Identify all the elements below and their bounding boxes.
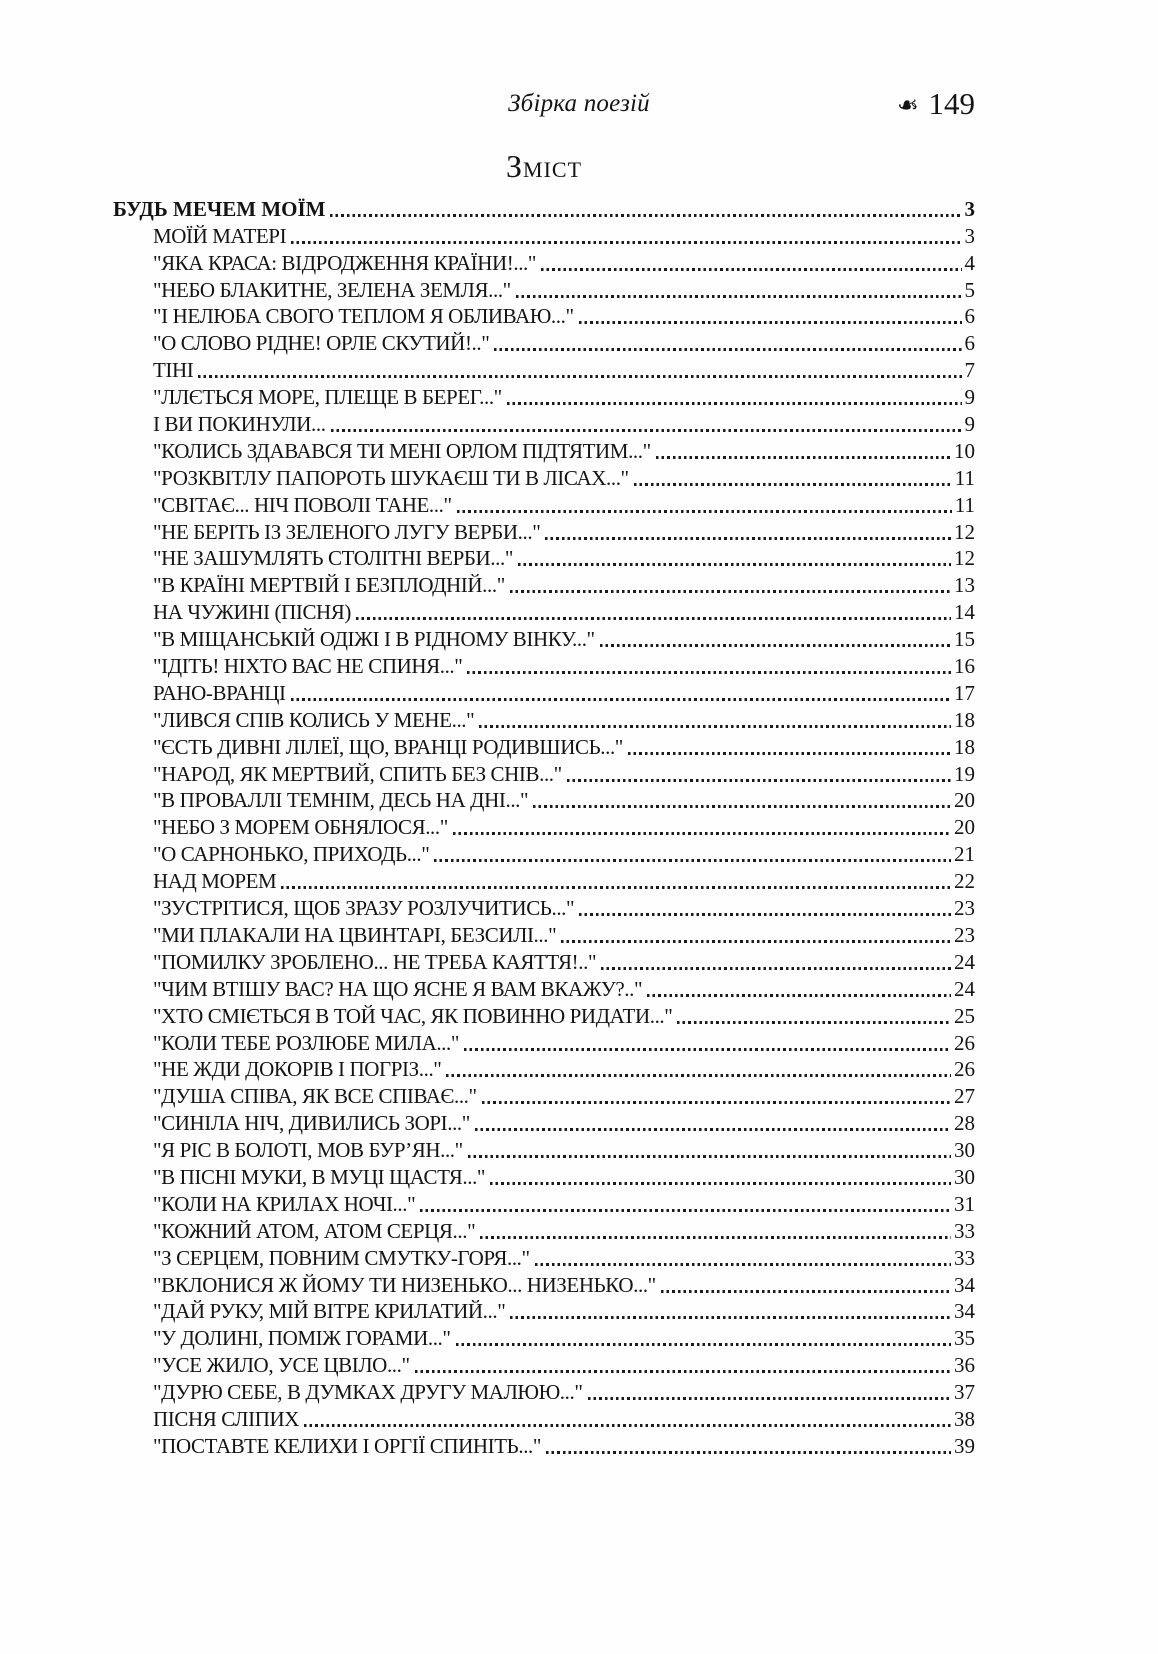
dot-leader xyxy=(533,805,951,808)
dot-leader xyxy=(545,537,951,540)
dot-leader xyxy=(420,1209,951,1212)
toc-entry-page: 28 xyxy=(954,1111,975,1136)
toc-entry xyxy=(113,948,975,975)
toc-entry xyxy=(113,1029,975,1056)
toc-entry-label: "НЕБО БЛАКИТНЕ, ЗЕЛЕНА ЗЕМЛЯ..." xyxy=(153,277,511,302)
dot-leader xyxy=(561,940,951,943)
folio xyxy=(897,86,975,122)
toc-entry-label: "ДУРЮ СЕБЕ, В ДУМКАХ ДРУГУ МАЛЮЮ..." xyxy=(153,1380,583,1405)
toc-entry xyxy=(113,1405,975,1432)
toc-entry-label: "НЕ БЕРІТЬ ІЗ ЗЕЛЕНОГО ЛУГУ ВЕРБИ..." xyxy=(153,519,541,544)
toc-entry xyxy=(113,1244,975,1271)
toc-entry xyxy=(113,356,975,383)
toc-entry xyxy=(113,760,975,787)
toc-entry xyxy=(113,813,975,840)
toc-entry xyxy=(113,867,975,894)
toc-entry xyxy=(113,679,975,706)
toc-entry-label: "В ПРОВАЛЛІ ТЕМНІМ, ДЕСЬ НА ДНІ..." xyxy=(153,788,529,813)
toc-entry-page: 11 xyxy=(954,465,975,490)
dot-leader xyxy=(453,832,951,835)
toc-entry-page: 16 xyxy=(954,654,975,679)
toc-entry-label: "В КРАЇНІ МЕРТВІЙ І БЕЗПЛОДНІЙ..." xyxy=(153,573,505,598)
toc-entry-label: "О САРНОНЬКО, ПРИХОДЬ..." xyxy=(153,842,430,867)
dot-leader xyxy=(291,241,961,244)
toc-entry xyxy=(113,652,975,679)
toc-entry-label: "З СЕРЦЕМ, ПОВНИМ СМУТКУ-ГОРЯ..." xyxy=(153,1245,530,1270)
toc-entry-page: 4 xyxy=(964,250,975,275)
toc-entry xyxy=(113,1002,975,1029)
dot-leader xyxy=(546,1451,951,1454)
dot-leader xyxy=(281,886,951,889)
toc-entry-label: І ВИ ПОКИНУЛИ... xyxy=(153,412,326,437)
toc-entry-page: 38 xyxy=(954,1406,975,1431)
toc-entry-page: 34 xyxy=(954,1272,975,1297)
toc-entry xyxy=(113,518,975,545)
toc-entry-page: 35 xyxy=(954,1326,975,1351)
toc-entry xyxy=(113,625,975,652)
toc-entry-page: 9 xyxy=(964,412,975,437)
toc-entry-label: "ВКЛОНИСЯ Ж ЙОМУ ТИ НИЗЕНЬКО... НИЗЕНЬКО..." xyxy=(153,1272,656,1297)
dot-leader xyxy=(541,268,961,271)
toc-entry-page: 18 xyxy=(954,707,975,732)
toc-entry-page: 10 xyxy=(954,438,975,463)
dot-leader xyxy=(579,913,951,916)
dot-leader xyxy=(467,671,951,674)
toc-entry xyxy=(113,706,975,733)
dot-leader xyxy=(446,1074,951,1077)
toc-entry-label: "У ДОЛИНІ, ПОМІЖ ГОРАМИ..." xyxy=(153,1326,451,1351)
toc-entry-label: "РОЗКВІТЛУ ПАПОРОТЬ ШУКАЄШ ТИ В ЛІСАХ..." xyxy=(153,465,629,490)
dot-leader xyxy=(415,1370,951,1373)
toc-entry-label: РАНО-ВРАНЦІ xyxy=(153,680,286,705)
toc-title: Зміст xyxy=(505,148,583,184)
dot-leader xyxy=(434,859,951,862)
toc-entry-page: 20 xyxy=(954,815,975,840)
toc-entry-label: "В МІЩАНСЬКІЙ ОДІЖІ І В РІДНОМУ ВІНКУ..." xyxy=(153,627,595,652)
toc-entry-label: "НЕ ЗАШУМЛЯТЬ СТОЛІТНІ ВЕРБИ..." xyxy=(153,546,514,571)
toc-entry-page: 37 xyxy=(954,1380,975,1405)
dot-leader xyxy=(490,1182,951,1185)
dot-leader xyxy=(304,1424,951,1427)
toc-entry-label: ПІСНЯ СЛІПИХ xyxy=(153,1406,300,1431)
dot-leader xyxy=(507,402,962,405)
toc-entry-page: 15 xyxy=(954,627,975,652)
toc-entry xyxy=(113,1082,975,1109)
dot-leader xyxy=(567,779,951,782)
toc-entry-page: 3 xyxy=(964,196,975,221)
toc-entry-label: "НЕ ЖДИ ДОКОРІВ І ПОГРІЗ..." xyxy=(153,1057,442,1082)
toc-entry-page: 12 xyxy=(954,546,975,571)
toc-entry-label: "СИНІЛА НІЧ, ДИВИЛИСЬ ЗОРІ..." xyxy=(153,1111,470,1136)
toc-entry-page: 13 xyxy=(954,573,975,598)
toc-entry-label: ТІНІ xyxy=(153,358,194,383)
dot-leader xyxy=(482,1101,951,1104)
toc-entry-page: 24 xyxy=(954,976,975,1001)
toc-entry-label: "ДАЙ РУКУ, МІЙ ВІТРЕ КРИЛАТИЙ..." xyxy=(153,1299,506,1324)
toc-entry xyxy=(113,1056,975,1083)
toc-entry-page: 19 xyxy=(954,761,975,786)
dot-leader xyxy=(600,644,951,647)
toc-entry-page: 26 xyxy=(954,1057,975,1082)
toc-entry-page: 23 xyxy=(954,896,975,921)
toc-entry xyxy=(113,1163,975,1190)
toc-entry-label: "ПОМИЛКУ ЗРОБЛЕНО... НЕ ТРЕБА КАЯТТЯ!.." xyxy=(153,949,597,974)
toc-entry xyxy=(113,921,975,948)
toc-entry xyxy=(113,1432,975,1459)
dot-leader xyxy=(475,1128,951,1131)
fleuron-ornament-icon: ❧ xyxy=(896,91,919,120)
toc-entry xyxy=(113,894,975,921)
toc-entry-label: "ЗУСТРІТИСЯ, ЩОБ ЗРАЗУ РОЗЛУЧИТИСЬ..." xyxy=(153,896,575,921)
dot-leader xyxy=(677,1021,951,1024)
toc-entry-page: 36 xyxy=(954,1353,975,1378)
toc-entry-label: "КОЖНИЙ АТОМ, АТОМ СЕРЦЯ..." xyxy=(153,1218,476,1243)
toc-entry xyxy=(113,545,975,572)
toc-entry xyxy=(113,1217,975,1244)
dot-leader xyxy=(647,994,951,997)
toc-entry xyxy=(113,303,975,330)
toc-entry-page: 27 xyxy=(954,1084,975,1109)
toc-entry xyxy=(113,1298,975,1325)
toc-entry xyxy=(113,840,975,867)
toc-entry-page: 34 xyxy=(954,1299,975,1324)
toc-entry-page: 11 xyxy=(954,492,975,517)
toc-entry xyxy=(113,1109,975,1136)
toc-entry-page: 22 xyxy=(954,869,975,894)
toc-entry xyxy=(113,598,975,625)
toc-entry-page: 7 xyxy=(964,358,975,383)
toc-entry-label: "УСЕ ЖИЛО, УСЕ ЦВІЛО..." xyxy=(153,1353,410,1378)
toc-entry-label: "ЧИМ ВТІШУ ВАС? НА ЩО ЯСНЕ Я ВАМ ВКАЖУ?.." xyxy=(153,976,643,1001)
dot-leader xyxy=(601,967,951,970)
toc-entry-page: 24 xyxy=(954,949,975,974)
toc-entry-page: 5 xyxy=(964,277,975,302)
toc-entry xyxy=(113,410,975,437)
toc-entry-page: 6 xyxy=(964,304,975,329)
dot-leader xyxy=(464,1048,951,1051)
toc-entry-label: "ПОСТАВТЕ КЕЛИХИ І ОРГІЇ СПИНІТЬ..." xyxy=(153,1433,542,1458)
running-head-book-title: Збірка поезій xyxy=(508,90,650,117)
toc-entry-page: 20 xyxy=(954,788,975,813)
toc-entry xyxy=(113,437,975,464)
toc-entry-page: 6 xyxy=(964,331,975,356)
toc-entry xyxy=(113,1271,975,1298)
dot-leader xyxy=(480,1236,951,1239)
dot-leader xyxy=(479,725,951,728)
toc-entry-label: "МИ ПЛАКАЛИ НА ЦВИНТАРІ, БЕЗСИЛІ..." xyxy=(153,922,557,947)
dot-leader xyxy=(330,214,961,217)
dot-leader xyxy=(456,1343,951,1346)
toc-entry-page: 30 xyxy=(954,1138,975,1163)
toc-list xyxy=(113,195,975,1459)
dot-leader xyxy=(628,752,951,755)
toc-entry-page: 14 xyxy=(954,600,975,625)
dot-leader xyxy=(457,510,952,513)
toc-entry xyxy=(113,276,975,303)
toc-entry-label: "ЄСТЬ ДИВНІ ЛІЛЕЇ, ЩО, ВРАНЦІ РОДИВШИСЬ..." xyxy=(153,734,623,759)
toc-entry xyxy=(113,383,975,410)
toc-entry-label: НАД МОРЕМ xyxy=(153,869,277,894)
toc-entry xyxy=(113,249,975,276)
toc-entry-page: 39 xyxy=(954,1433,975,1458)
toc-entry-label: "ІДІТЬ! НІХТО ВАС НЕ СПИНЯ..." xyxy=(153,654,463,679)
toc-entry xyxy=(113,329,975,356)
toc-entry-label: "НЕБО З МОРЕМ ОБНЯЛОСЯ..." xyxy=(153,815,448,840)
toc-entry xyxy=(113,195,975,222)
toc-entry-label: БУДЬ МЕЧЕМ МОЇМ xyxy=(113,196,326,221)
toc-entry-page: 9 xyxy=(964,385,975,410)
toc-entry-page: 12 xyxy=(954,519,975,544)
dot-leader xyxy=(510,590,951,593)
toc-entry-label: "ЛЛЄТЬСЯ МОРЕ, ПЛЕЩЕ В БЕРЕГ..." xyxy=(153,385,502,410)
dot-leader xyxy=(518,563,951,566)
dot-leader xyxy=(634,483,952,486)
dot-leader xyxy=(291,698,951,701)
toc-entry-page: 23 xyxy=(954,922,975,947)
toc-entry-label: "ХТО СМІЄТЬСЯ В ТОЙ ЧАС, ЯК ПОВИННО РИДАТИ..." xyxy=(153,1003,673,1028)
toc-entry-page: 26 xyxy=(954,1030,975,1055)
toc-entry-page: 18 xyxy=(954,734,975,759)
toc-entry-page: 33 xyxy=(954,1218,975,1243)
dot-leader xyxy=(356,617,951,620)
dot-leader xyxy=(198,375,961,378)
toc-entry-label: "СВІТАЄ... НІЧ ПОВОЛІ ТАНЕ..." xyxy=(153,492,452,517)
toc-entry-page: 17 xyxy=(954,680,975,705)
toc-entry-label: "О СЛОВО РІДНЕ! ОРЛЕ СКУТИЙ!.." xyxy=(153,331,490,356)
dot-leader xyxy=(494,348,961,351)
toc-entry-page: 21 xyxy=(954,842,975,867)
page-number: 149 xyxy=(928,86,975,121)
dot-leader xyxy=(661,1290,951,1293)
table-of-contents xyxy=(113,148,975,1459)
toc-entry xyxy=(113,1324,975,1351)
toc-entry xyxy=(113,491,975,518)
toc-entry-label: "В ПІСНІ МУКИ, В МУЦІ ЩАСТЯ..." xyxy=(153,1164,486,1189)
toc-entry xyxy=(113,464,975,491)
toc-entry xyxy=(113,1136,975,1163)
toc-entry-label: "НАРОД, ЯК МЕРТВИЙ, СПИТЬ БЕЗ СНІВ..." xyxy=(153,761,562,786)
dot-leader xyxy=(510,1316,951,1319)
toc-entry-label: "ЯКА КРАСА: ВІДРОДЖЕННЯ КРАЇНИ!..." xyxy=(153,250,537,275)
toc-entry-label: "І НЕЛЮБА СВОГО ТЕПЛОМ Я ОБЛИВАЮ..." xyxy=(153,304,574,329)
toc-entry xyxy=(113,222,975,249)
toc-entry-label: "ЛИВСЯ СПІВ КОЛИСЬ У МЕНЕ..." xyxy=(153,707,475,732)
toc-entry-label: "КОЛИ НА КРИЛАХ НОЧІ..." xyxy=(153,1191,416,1216)
toc-entry-page: 25 xyxy=(954,1003,975,1028)
dot-leader xyxy=(331,429,962,432)
toc-entry xyxy=(113,975,975,1002)
toc-entry-page: 30 xyxy=(954,1164,975,1189)
toc-entry-page: 31 xyxy=(954,1191,975,1216)
toc-entry-label: НА ЧУЖИНІ (ПІСНЯ) xyxy=(153,600,352,625)
dot-leader xyxy=(579,321,962,324)
dot-leader xyxy=(656,456,951,459)
toc-entry xyxy=(113,1190,975,1217)
dot-leader xyxy=(516,295,962,298)
toc-entry xyxy=(113,1351,975,1378)
toc-entry-label: "Я РІС В БОЛОТІ, МОВ БУР’ЯН..." xyxy=(153,1138,463,1163)
dot-leader xyxy=(535,1263,951,1266)
toc-entry-label: "КОЛИСЬ ЗДАВАВСЯ ТИ МЕНІ ОРЛОМ ПІДТЯТИМ..." xyxy=(153,438,651,463)
toc-entry xyxy=(113,787,975,814)
toc-entry-label: "КОЛИ ТЕБЕ РОЗЛЮБЕ МИЛА..." xyxy=(153,1030,460,1055)
dot-leader xyxy=(588,1397,951,1400)
dot-leader xyxy=(468,1155,951,1158)
toc-entry-label: "ДУША СПІВА, ЯК ВСЕ СПІВАЄ..." xyxy=(153,1084,477,1109)
toc-entry xyxy=(113,733,975,760)
toc-entry-page: 3 xyxy=(964,223,975,248)
toc-entry-page: 33 xyxy=(954,1245,975,1270)
toc-entry-label: МОЇЙ МАТЕРІ xyxy=(153,223,287,248)
toc-entry xyxy=(113,1378,975,1405)
toc-entry xyxy=(113,571,975,598)
